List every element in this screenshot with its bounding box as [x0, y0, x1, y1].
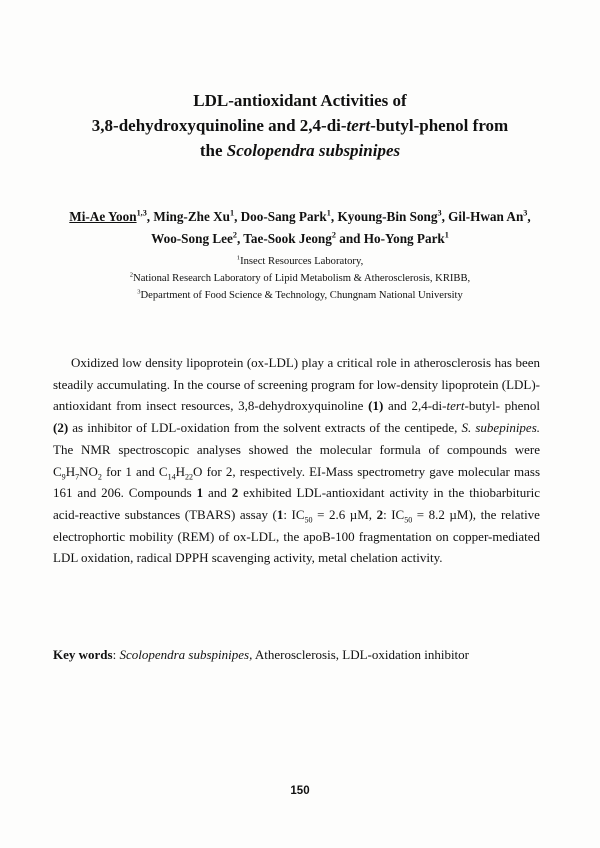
- author-name: Ming-Zhe Xu: [153, 209, 230, 224]
- keywords-label: Key words: [53, 647, 113, 662]
- affiliations: [40, 253, 560, 304]
- page-number: 150: [290, 785, 310, 797]
- author-name: Mi-Ae Yoon: [69, 209, 137, 224]
- formula-2: $C_{14}H_{22}O$: [158, 463, 203, 482]
- author-list: [40, 206, 560, 250]
- author-affiliation-mark: 1: [326, 208, 331, 218]
- affiliation-2: $^2$National Research Laboratory of Lipid Metabolism & Atherosclerosis, KRIBB,: [129, 271, 471, 284]
- author-name: Ho-Yong Park: [363, 231, 445, 246]
- abstract: [53, 352, 540, 569]
- keywords-rest: Atherosclerosis, LDL-oxidation inhibitor: [252, 647, 469, 662]
- author-name: Woo-Song Lee: [151, 231, 233, 246]
- author-affiliation-mark: 1: [229, 208, 235, 218]
- author-name: Doo-Sang Park: [240, 209, 327, 224]
- affiliation-1: $^1$Insect Resources Laboratory,: [236, 254, 364, 267]
- paper-title: [40, 88, 560, 163]
- author-affiliation-mark: 3: [437, 208, 442, 218]
- title-line-3: the Scolopendra subspinipes: [199, 141, 401, 160]
- author-affiliation-mark: 3: [523, 208, 528, 218]
- author-name: Tae-Sook Jeong: [243, 231, 332, 246]
- affiliation-3: $^3$Department of Food Science & Technology, Chungnam National University: [137, 288, 463, 301]
- abstract-paragraph: Oxidized low density lipoprotein (ox-LDL) play a critical role in atherosclerosis has been steadily accumulating. In the course of screening program for low-density lipoprotein (LDL)-antioxidant from insect resources, 3,8-dehydroxyquinoline (1) and 2,4-di-tert-butyl- phenol (2) as inhibitor of LDL-oxidation from the solvent extracts of the centipede, S. subepinipes. The NMR spectroscopic analyses showed the molecular formula of compounds were $C_9H_7NO_2$ for 1 and $C_{14}H_{22}O$ for 2, respectively. EI-Mass spectrometry gave molecular mass 161 and 206. Compounds 1 and 2 exhibited LDL-antioxidant activity in the thiobarbituric acid-reactive substances (TBARS) assay (1: $IC_{50} = 2.6$ µM, 2: $IC_{50} = 8.2$ µM), the relative electrophortic mobility (REM) of ox-LDL, the apoB-100 fragmentation on copper-mediated LDL oxidation, radical DPPH scavenging activity, metal chelation activity.: [53, 355, 541, 566]
- keywords: Key words: Scolopendra subspinipes, Atherosclerosis, LDL-oxidation inhibitor: [53, 647, 469, 662]
- author-affiliation-mark: 1: [444, 230, 449, 240]
- keyword-species: Scolopendra subspinipes,: [119, 647, 253, 662]
- formula-1: $C_9H_7NO_2$: [53, 463, 102, 482]
- title-line-2: 3,8-dehydroxyquinoline and 2,4-di-tert-butyl-phenol from: [91, 116, 509, 135]
- author-affiliation-mark: 2: [331, 230, 336, 240]
- author-line-1: Mi-Ae Yoon$^{1,3}$, Ming-Zhe Xu$^1$, Doo-Sang Park$^1$, Kyoung-Bin Song$^3$, Gil-Hwan An$^3$,: [69, 208, 531, 224]
- author-line-2: Woo-Song Lee$^2$, Tae-Sook Jeong$^2$ and Ho-Yong Park$^1$: [151, 230, 449, 246]
- author-name: Kyoung-Bin Song: [337, 209, 438, 224]
- author-name: Gil-Hwan An: [448, 209, 524, 224]
- author-affiliation-mark: 1,3: [136, 208, 147, 218]
- title-line-1: LDL-antioxidant Activities of: [193, 91, 407, 110]
- author-affiliation-mark: 2: [232, 230, 237, 240]
